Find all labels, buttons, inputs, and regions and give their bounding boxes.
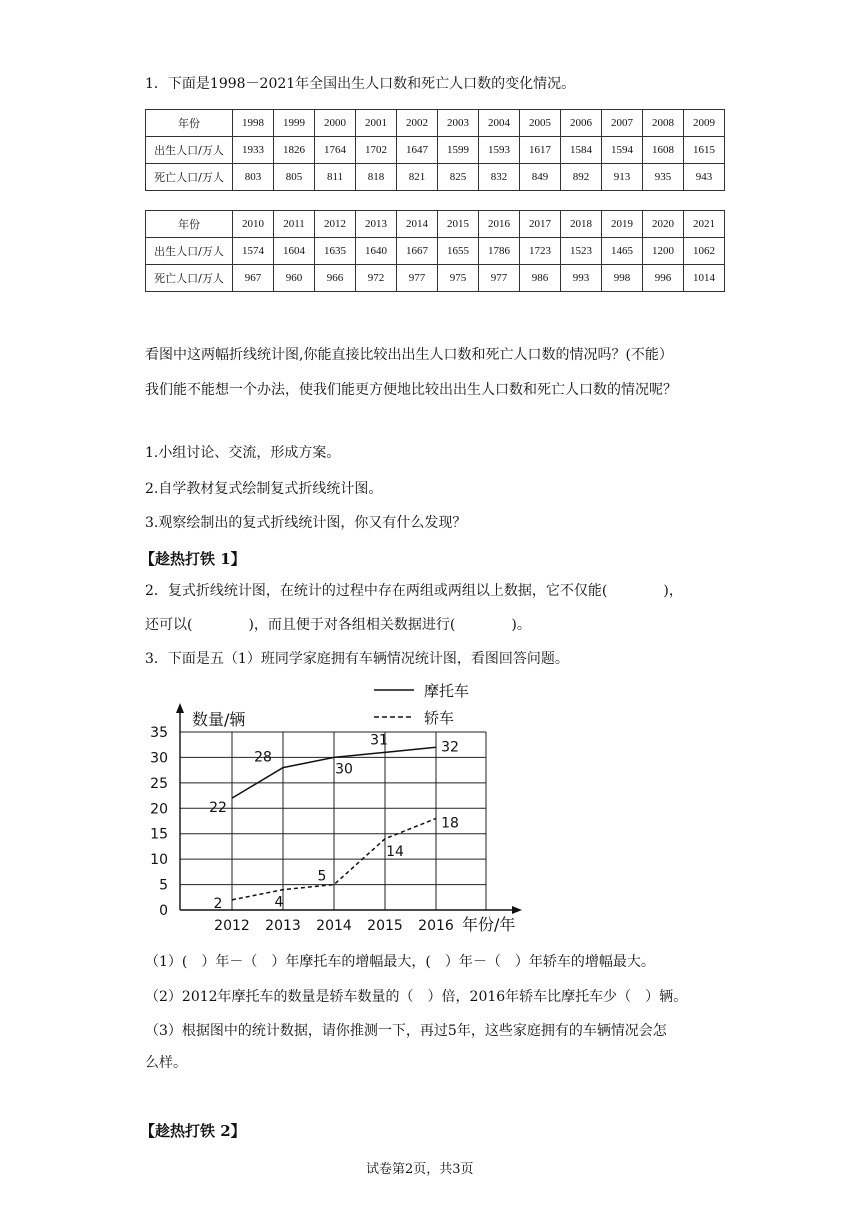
table-cell: 1014: [684, 265, 725, 292]
table-cell: 2003: [438, 110, 479, 137]
data-label: 28: [254, 749, 272, 766]
table-cell: 1615: [684, 137, 725, 164]
data-label: 18: [441, 815, 459, 832]
table-cell: 1723: [520, 238, 561, 265]
q1-step-3: 3.观察绘制出的复式折线统计图，你又有什么发现？: [145, 515, 467, 531]
table-cell: 1584: [561, 137, 602, 164]
table-cell: 993: [561, 265, 602, 292]
table-cell: 1667: [397, 238, 438, 265]
table-cell: 2011: [274, 211, 315, 238]
legend-label: 摩托车: [424, 682, 470, 700]
table-cell: 975: [438, 265, 479, 292]
x-tick-label: 2016: [418, 918, 454, 934]
table-cell: 821: [397, 164, 438, 191]
table-cell: 1655: [438, 238, 479, 265]
y-tick-label: 25: [150, 775, 168, 792]
table-cell: 1523: [561, 238, 602, 265]
table-cell: 2002: [397, 110, 438, 137]
table-cell: 1933: [233, 137, 274, 164]
table-cell: 960: [274, 265, 315, 292]
q3-intro: 3．下面是五（1）班同学家庭拥有车辆情况统计图，看图回答问题。: [145, 651, 569, 667]
q3-sub-1: （1）( ）年－（ ）年摩托车的增幅最大，( ）年－（ ）年轿车的增幅最大。: [145, 954, 655, 970]
table-cell: 832: [479, 164, 520, 191]
table-cell: 2021: [684, 211, 725, 238]
section-title-1: 【趁热打铁 1】: [140, 550, 246, 568]
table-cell: 1617: [520, 137, 561, 164]
table-cell: 1593: [479, 137, 520, 164]
page-footer: 试卷第2页，共3页: [366, 1162, 474, 1177]
data-label: 32: [441, 739, 459, 756]
table-cell: 986: [520, 265, 561, 292]
table-cell: 977: [397, 265, 438, 292]
table-cell: 2012: [315, 211, 356, 238]
y-tick-label: 10: [150, 852, 168, 869]
y-tick-label: 35: [150, 725, 168, 741]
table-cell: 803: [233, 164, 274, 191]
y-tick-label: 30: [150, 750, 168, 767]
q2-line-2: 还可以( )，而且便于对各组相关数据进行( )。: [145, 617, 531, 633]
deaths-row: [146, 265, 725, 292]
row-label: 出生人口/万人: [146, 137, 233, 164]
q2-line-1: 2．复式折线统计图，在统计的过程中存在两组或两组以上数据，它不仅能( )，: [145, 583, 683, 599]
row-label: 年份: [146, 110, 233, 137]
q1-question-b: 我们能不能想一个办法，使我们能更方便地比较出出生人口数和死亡人口数的情况呢？: [145, 382, 677, 398]
table-cell: 2009: [684, 110, 725, 137]
table-cell: 2013: [356, 211, 397, 238]
table-cell: 2001: [356, 110, 397, 137]
table-cell: 996: [643, 265, 684, 292]
table-cell: 818: [356, 164, 397, 191]
table-cell: 2016: [479, 211, 520, 238]
table-cell: 892: [561, 164, 602, 191]
table-cell: 1599: [438, 137, 479, 164]
table-cell: 2010: [233, 211, 274, 238]
data-label: 14: [386, 843, 404, 860]
q3-sub-3a: （3）根据图中的统计数据，请你推测一下，再过5年，这些家庭拥有的车辆情况会怎: [145, 1023, 667, 1039]
x-tick-label: 2015: [367, 918, 403, 934]
table-cell: 805: [274, 164, 315, 191]
table-cell: 1764: [315, 137, 356, 164]
population-table-1: [145, 109, 725, 191]
table-cell: 2018: [561, 211, 602, 238]
q1-step-1: 1.小组讨论、交流，形成方案。: [145, 445, 341, 461]
q3-sub-3b: 么样。: [145, 1055, 187, 1071]
table-cell: 2019: [602, 211, 643, 238]
y-tick-label: 0: [159, 903, 168, 919]
table-cell: 935: [643, 164, 684, 191]
q1-step-2: 2.自学教材复式绘制复式折线统计图。: [145, 481, 383, 497]
table-cell: 2020: [643, 211, 684, 238]
table-cell: 2000: [315, 110, 356, 137]
x-axis-arrow: [512, 906, 522, 914]
table-cell: 2004: [479, 110, 520, 137]
table-cell: 2005: [520, 110, 561, 137]
vehicle-line-chart: [140, 675, 540, 940]
table-cell: 849: [520, 164, 561, 191]
row-label: 年份: [146, 211, 233, 238]
table-cell: 825: [438, 164, 479, 191]
table-cell: 1826: [274, 137, 315, 164]
q1-intro: 1．下面是1998－2021年全国出生人口数和死亡人口数的变化情况。: [145, 76, 576, 92]
table-cell: 1062: [684, 238, 725, 265]
table-cell: 1200: [643, 238, 684, 265]
table-cell: 2015: [438, 211, 479, 238]
births-row: [146, 137, 725, 164]
table-cell: 1635: [315, 238, 356, 265]
year-row: [146, 211, 725, 238]
table-cell: 1786: [479, 238, 520, 265]
table-cell: 2014: [397, 211, 438, 238]
data-label: 5: [317, 868, 327, 885]
y-tick-label: 20: [150, 801, 168, 818]
y-axis-arrow: [176, 703, 184, 713]
table-cell: 1647: [397, 137, 438, 164]
table-cell: 1608: [643, 137, 684, 164]
table-cell: 943: [684, 164, 725, 191]
section-title-2: 【趁热打铁 2】: [140, 1122, 246, 1140]
births-row: [146, 238, 725, 265]
data-label: 30: [335, 761, 353, 778]
table-cell: 998: [602, 265, 643, 292]
data-label: 31: [370, 732, 388, 749]
x-tick-label: 2013: [265, 918, 301, 934]
row-label: 死亡人口/万人: [146, 164, 233, 191]
table-cell: 2007: [602, 110, 643, 137]
year-row: [146, 110, 725, 137]
data-label: 22: [209, 800, 227, 817]
row-label: 死亡人口/万人: [146, 265, 233, 292]
table-cell: 811: [315, 164, 356, 191]
table-cell: 977: [479, 265, 520, 292]
table-cell: 1604: [274, 238, 315, 265]
table-cell: 967: [233, 265, 274, 292]
q3-sub-2: （2）2012年摩托车的数量是轿车数量的（ ）倍，2016年轿车比摩托车少（ ）辆。: [145, 989, 688, 1005]
table-cell: 2006: [561, 110, 602, 137]
table-cell: 2017: [520, 211, 561, 238]
table-cell: 1999: [274, 110, 315, 137]
data-label: 4: [274, 894, 284, 911]
y-tick-label: 5: [159, 877, 168, 894]
y-axis-label: 数量/辆: [192, 710, 246, 729]
table-cell: 2008: [643, 110, 684, 137]
population-table-2: [145, 210, 725, 292]
legend-label: 轿车: [424, 709, 455, 727]
table-cell: 1465: [602, 238, 643, 265]
table-cell: 913: [602, 164, 643, 191]
row-label: 出生人口/万人: [146, 238, 233, 265]
table-cell: 1574: [233, 238, 274, 265]
y-tick-label: 15: [150, 826, 168, 843]
table-cell: 972: [356, 265, 397, 292]
table-cell: 966: [315, 265, 356, 292]
x-tick-label: 2014: [316, 918, 352, 934]
table-cell: 1640: [356, 238, 397, 265]
table-cell: 1594: [602, 137, 643, 164]
deaths-row: [146, 164, 725, 191]
q1-question-a: 看图中这两幅折线统计图,你能直接比较出出生人口数和死亡人口数的情况吗？(不能）: [145, 347, 673, 363]
table-cell: 1702: [356, 137, 397, 164]
x-tick-label: 2012: [214, 918, 250, 934]
x-axis-label: 年份/年: [462, 915, 516, 934]
table-cell: 1998: [233, 110, 274, 137]
data-label: 2: [213, 895, 223, 912]
